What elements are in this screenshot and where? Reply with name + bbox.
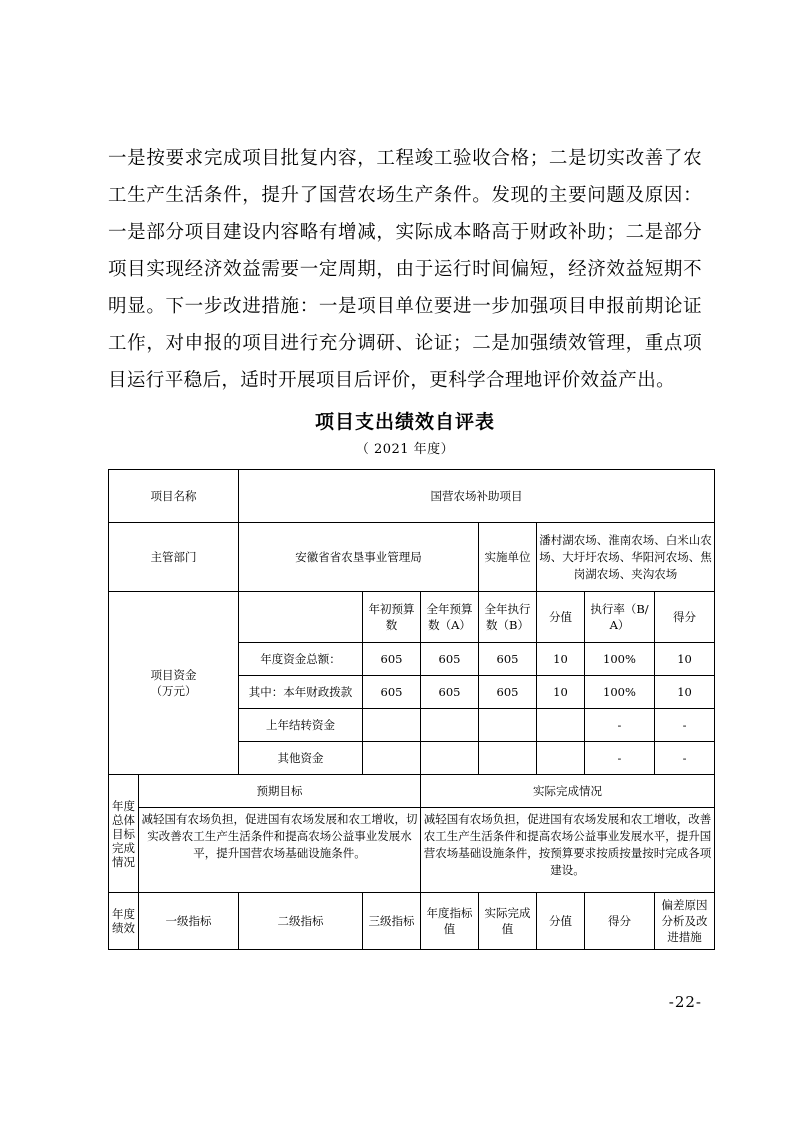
- fund-row-exec-rate: 100%: [585, 643, 655, 676]
- fund-row-score: 10: [655, 643, 715, 676]
- fund-row-annual-budget: 605: [421, 643, 479, 676]
- fund-header-score-value: 分值: [537, 592, 585, 643]
- perf-header-actual-value: 实际完成值: [479, 893, 537, 950]
- perf-header-score-value: 分值: [537, 893, 585, 950]
- fund-row-score: -: [655, 709, 715, 742]
- unit-value: 潘村湖农场、淮南农场、白米山农场、大圩圩农场、华阳河农场、焦岗湖农场、夹沟农场: [537, 523, 715, 592]
- fund-row-annual-exec: 605: [479, 676, 537, 709]
- fund-row-exec-rate: -: [585, 709, 655, 742]
- expected-target-header: 预期目标: [139, 775, 421, 808]
- actual-result-text: 减轻国有农场负担，促进国有农场发展和农工增收，改善农工生产生活条件和提高农场公益事业发展水平，提升国营农场基础设施条件，按预算要求按质按量按时完成各项建设。: [421, 808, 715, 893]
- expected-target-text: 减轻国有农场负担，促进国有农场发展和农工增收，切实改善农工生产生活条件和提高农场公益事业发展水平，提升国营农场基础设施条件。: [139, 808, 421, 893]
- funds-label-text: 项目资金: [150, 668, 197, 682]
- table-row: [109, 470, 715, 523]
- table-row: [109, 808, 715, 893]
- fund-header-annual-exec: 全年执行数（B）: [479, 592, 537, 643]
- body-paragraph: 一是按要求完成项目批复内容，工程竣工验收合格；二是切实改善了农工生产生活条件，提升了国营农场生产条件。发现的主要问题及原因：一是部分项目建设内容略有增减，实际成本略高于财政补助；二是部分项目实现经济效益需要一定周期，由于运行时间偏短，经济效益短期不明显。下一步改进措施：一是项目单位要进一步加强项目申报前期论证工作，对申报的项目进行充分调研、论证；二是加强绩效管理，重点项目运行平稳后，适时开展项目后评价，更科学合理地评价效益产出。: [108, 148, 702, 391]
- actual-result-header: 实际完成情况: [421, 775, 715, 808]
- funds-label: [109, 592, 239, 775]
- performance-self-evaluation-table: [108, 469, 715, 950]
- fund-row-label: 上年结转资金: [239, 709, 363, 742]
- fund-header-begin: 年初预算数: [363, 592, 421, 643]
- funds-unit-text: （万元）: [150, 684, 197, 698]
- perf-header-level3: 三级指标: [363, 893, 421, 950]
- fund-row-annual-exec: 605: [479, 643, 537, 676]
- perf-side-label: 年度绩效: [109, 893, 139, 950]
- perf-header-level2: 二级指标: [239, 893, 363, 950]
- fund-row-label: 年度资金总额：: [239, 643, 363, 676]
- fund-row-annual-budget: 605: [421, 676, 479, 709]
- fund-row-begin: [363, 742, 421, 775]
- table-row: [109, 523, 715, 592]
- perf-header-year-target: 年度指标值: [421, 893, 479, 950]
- table-row: [109, 893, 715, 950]
- table-title: 项目支出绩效自评表: [314, 411, 495, 433]
- fund-row-score-value: [537, 742, 585, 775]
- table-row: [109, 592, 715, 643]
- dept-label: 主管部门: [109, 523, 239, 592]
- fund-header-exec-rate: 执行率（B/A）: [585, 592, 655, 643]
- fund-row-exec-rate: -: [585, 742, 655, 775]
- fund-header-annual-budget: 全年预算数（A）: [421, 592, 479, 643]
- fund-row-annual-budget: [421, 709, 479, 742]
- fund-header-score: 得分: [655, 592, 715, 643]
- project-name-value: 国营农场补助项目: [239, 470, 715, 523]
- overall-target-side-label: 年度总体目标完成情况: [109, 775, 139, 893]
- fund-row-begin: [363, 709, 421, 742]
- fund-row-score-value: 10: [537, 643, 585, 676]
- fund-row-annual-exec: [479, 742, 537, 775]
- fund-row-score-value: 10: [537, 676, 585, 709]
- perf-header-level1: 一级指标: [139, 893, 239, 950]
- fund-row-label: 其中：本年财政拨款: [239, 676, 363, 709]
- fund-row-score: -: [655, 742, 715, 775]
- page-number: -22-: [668, 993, 702, 1011]
- fund-row-annual-budget: [421, 742, 479, 775]
- fund-row-score: 10: [655, 676, 715, 709]
- table-subtitle: （ 2021 年度）: [355, 442, 455, 457]
- table-row: [109, 775, 715, 808]
- project-name-label: 项目名称: [109, 470, 239, 523]
- dept-value: 安徽省省农垦事业管理局: [239, 523, 479, 592]
- fund-row-label: 其他资金: [239, 742, 363, 775]
- fund-row-begin: 605: [363, 643, 421, 676]
- empty-cell: [239, 592, 363, 643]
- perf-header-score: 得分: [585, 893, 655, 950]
- fund-row-score-value: [537, 709, 585, 742]
- unit-label: 实施单位: [479, 523, 537, 592]
- fund-row-exec-rate: 100%: [585, 676, 655, 709]
- fund-row-begin: 605: [363, 676, 421, 709]
- perf-header-deviation: 偏差原因分析及改进措施: [655, 893, 715, 950]
- fund-row-annual-exec: [479, 709, 537, 742]
